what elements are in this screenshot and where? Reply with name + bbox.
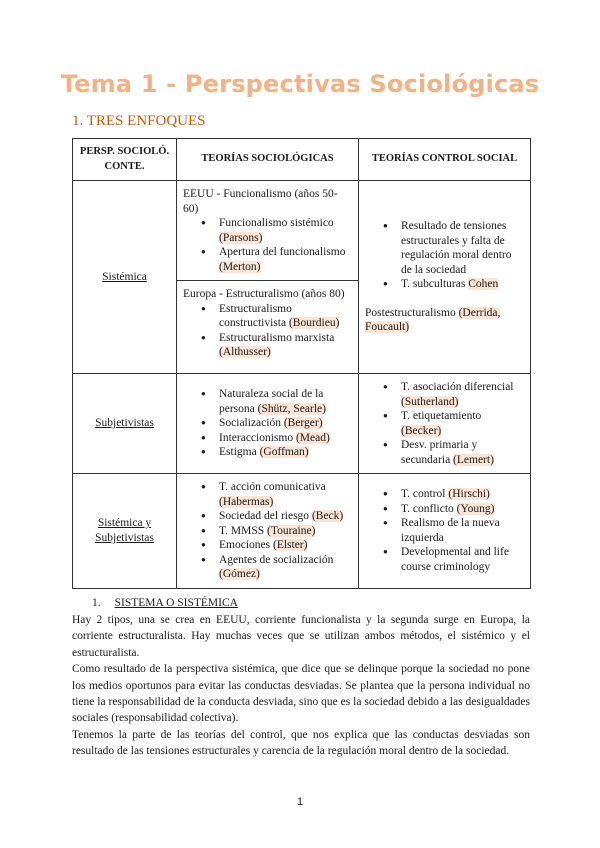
list-item: ● T. conflicto (Young): [401, 502, 524, 517]
cell-subjetivistas-theories: [177, 374, 359, 474]
postestructuralismo: Postestructuralismo (Derrida, Foucault): [365, 306, 501, 334]
list-item: ● Emociones (Elster): [219, 538, 352, 553]
author-ref: (Berger): [283, 417, 323, 430]
list-item: ● Desv. primaria y secundaria (Lemert): [401, 438, 524, 467]
author-ref: (Young): [456, 502, 495, 515]
section-heading: 1. TRES ENFOQUES: [72, 113, 206, 129]
list-item: ● Apertura del funcionalismo (Merton): [219, 245, 352, 274]
author-ref: (Parsons): [219, 231, 263, 244]
subjetivistas-theory-list: [183, 387, 352, 460]
table-row: [73, 181, 531, 281]
list-item: ● Resultado de tensiones estructurales y falta de regulación moral dentro de la sociedad: [401, 219, 524, 277]
author-ref: (Bourdieu): [288, 317, 340, 329]
author-ref: (Mead): [295, 431, 330, 444]
list-item: ● Funcionalismo sistémico (Parsons): [219, 216, 352, 245]
eeuu-intro: EEUU - Funcionalismo (años 50-60): [183, 188, 338, 215]
row-label-subjetivistas: Subjetivistas: [73, 374, 177, 474]
list-item: ● T. control (Hirschi): [401, 487, 524, 502]
list-item: ● Developmental and life course criminology: [401, 545, 524, 574]
paragraph: Tenemos la parte de las teorías del control, que nos explica que las conductas desviadas son resultado de las tensiones estructurales y carencia de la regulación moral dentro de la sociedad.: [72, 728, 530, 758]
cell-ambas-control: [359, 474, 531, 589]
author-ref: (Becker): [401, 424, 442, 437]
paragraph: Hay 2 tipos, una se crea en EEUU, corriente funcionalista y la segunda surge en Europa, la corriente estructuralista. Hay muchas veces que se utilizan ambos métodos, el sistémico y el estructuralista.: [72, 614, 530, 659]
page-number: 1: [296, 796, 304, 808]
sistemica-control-list: [365, 219, 524, 292]
cell-europa-theories: [177, 281, 359, 374]
list-item: ● Sociedad del riesgo (Beck): [219, 509, 352, 524]
row-label-ambas: Sistémica y Subjetivistas: [73, 474, 177, 589]
cell-eeuu-theories: [177, 181, 359, 281]
body-text: [72, 612, 530, 760]
author-ref: (Althusser): [219, 346, 271, 358]
ambas-control-list: [365, 487, 524, 574]
subsection-title: SISTEMA O SISTÉMICA: [114, 597, 238, 609]
table-header-row: [73, 139, 531, 181]
paragraph: Como resultado de la perspectiva sistémica, que dice que se delinque porque la sociedad no pone los medios oportunos para evitar las conductas desviadas. Se plantea que la persona individual no tiene la responsabilidad de la conducta desviada, sino que es la sociedad debido a las desigualdades sociales (responsabilidad colectiva).: [72, 663, 530, 725]
author-ref: (Elster): [272, 539, 308, 551]
europa-list: [183, 302, 352, 360]
row-label-sistemica: Sistémica: [73, 181, 177, 374]
page-title: Tema 1 - Perspectivas Sociológicas: [60, 70, 540, 98]
author-ref: (Hirschi): [448, 488, 490, 501]
cell-sistemica-control: [359, 181, 531, 374]
table-header: TEORÍAS SOCIOLÓGICAS: [177, 139, 359, 181]
author-ref: (Touraine): [267, 524, 316, 537]
list-item: ● Realismo de la nueva izquierda: [401, 516, 524, 545]
author-ref: (Beck): [311, 510, 344, 522]
list-item: ● T. MMSS (Touraine): [219, 524, 352, 539]
table-header: TEORÍAS CONTROL SOCIAL: [359, 139, 531, 181]
cell-subjetivistas-control: [359, 374, 531, 474]
list-item: ● Naturaleza social de la persona (Shütz, Searle): [219, 387, 352, 416]
author-ref: Cohen: [468, 278, 499, 291]
author-ref: (Shütz, Searle): [257, 402, 326, 415]
author-ref: (Goffman): [259, 446, 309, 459]
cell-ambas-theories: [177, 474, 359, 589]
author-ref: (Habermas): [219, 495, 274, 508]
list-item: ● Socialización (Berger): [219, 416, 352, 431]
europa-intro: Europa - Estructuralismo (años 80): [183, 288, 345, 300]
author-ref: (Gómez): [219, 568, 260, 580]
author-ref: (Derrida, Foucault): [365, 306, 501, 334]
list-item: ● Estructuralismo constructivista (Bourdieu): [219, 302, 352, 331]
list-item: ● T. subculturas Cohen: [401, 277, 524, 292]
subjetivistas-control-list: [365, 380, 524, 467]
list-item: ● Agentes de socialización (Gómez): [219, 553, 352, 582]
list-item: ● T. etiquetamiento (Becker): [401, 409, 524, 438]
list-item: ● Interaccionismo (Mead): [219, 431, 352, 446]
author-ref: (Merton): [219, 260, 261, 273]
list-item: ● Estructuralismo marxista (Althusser): [219, 331, 352, 360]
author-ref: (Lemert): [453, 453, 494, 466]
subsection-number: 1.: [92, 597, 101, 609]
ambas-theory-list: [183, 480, 352, 582]
list-item: ● T. asociación diferencial (Sutherland): [401, 380, 524, 409]
eeuu-list: [183, 216, 352, 274]
table-header: PERSP. SOCIOLÓ. CONTE.: [73, 139, 177, 181]
list-item: ● T. acción comunicativa (Habermas): [219, 480, 352, 509]
table-row: [73, 374, 531, 474]
author-ref: (Sutherland): [401, 395, 459, 408]
table-row: [73, 474, 531, 589]
list-item: ● Estigma (Goffman): [219, 445, 352, 460]
subsection-heading: [92, 597, 238, 609]
perspectives-table: [72, 138, 531, 589]
